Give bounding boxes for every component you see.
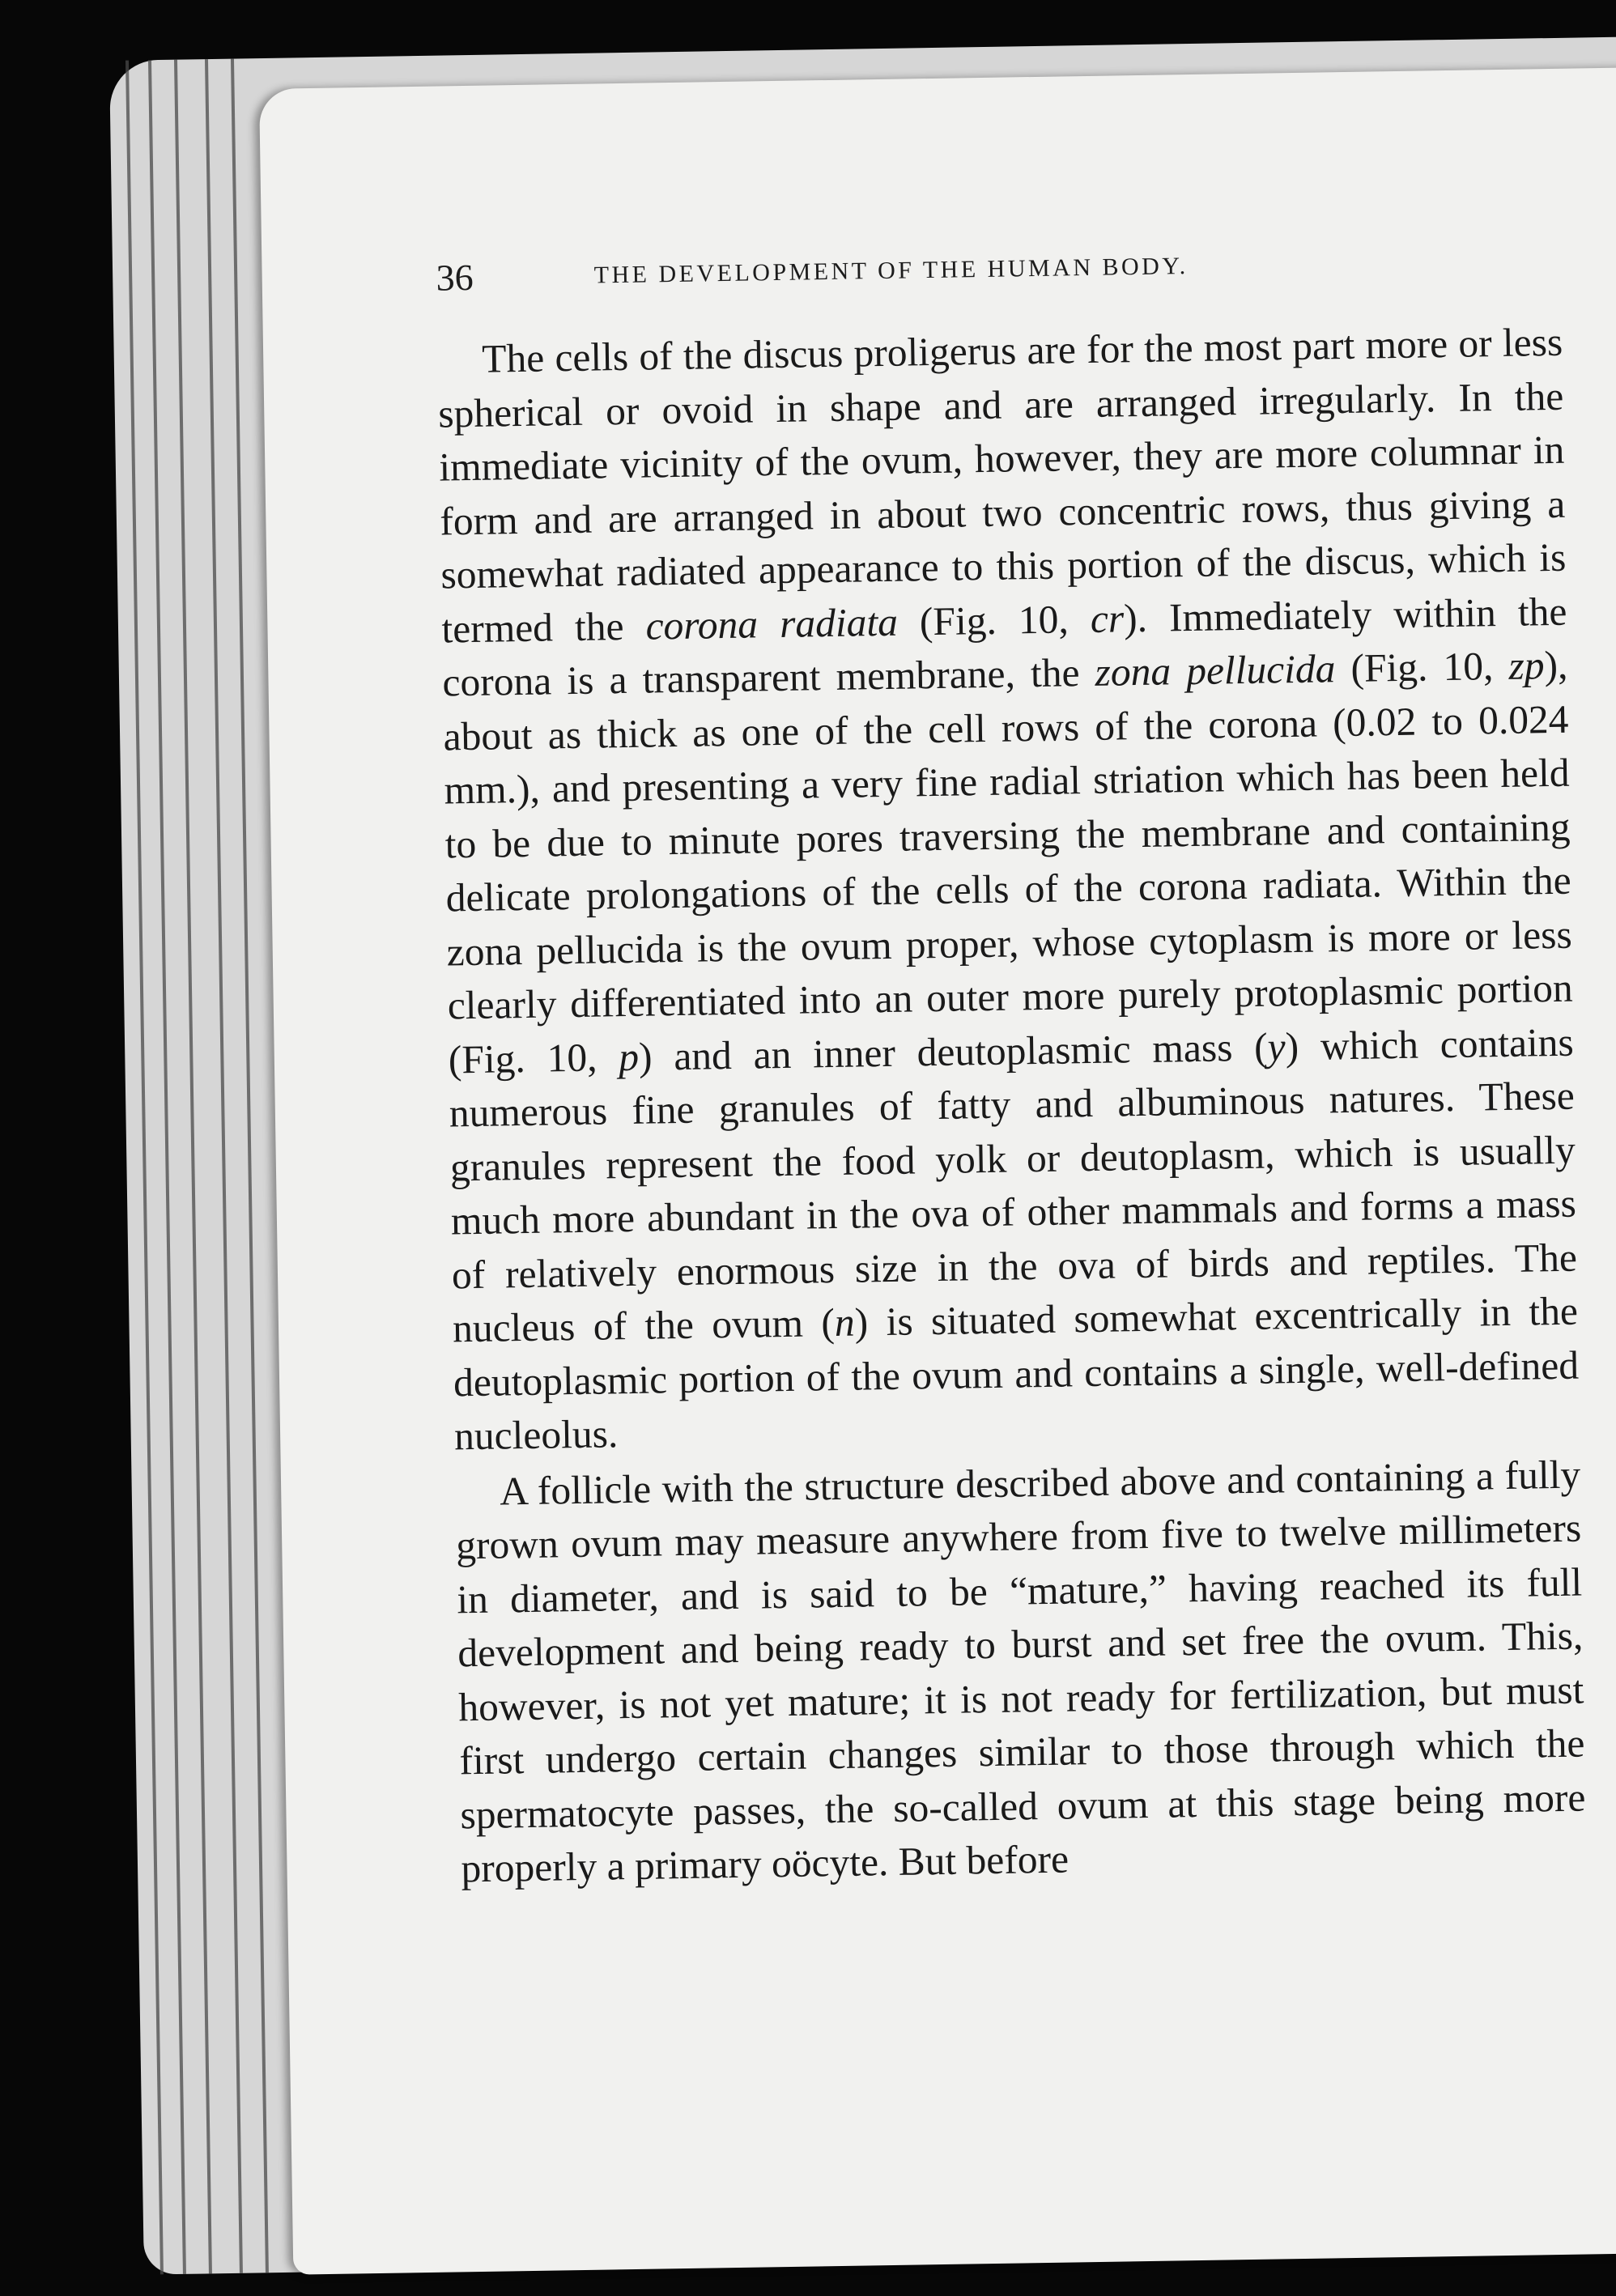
italic-term: zona pellucida: [1095, 646, 1336, 695]
text-run: ). Immediately within the corona is a transparent membrane, the: [442, 589, 1567, 705]
body-text: [437, 316, 1587, 1896]
italic-term: n: [834, 1299, 856, 1346]
text-run: ), about as thick as one of the cell rows of the corona (0.02 to 0.024 mm.), and presenting a very fine radial striation which has been held to be due to minute pores traversing the membrane and containing delicate prolongations of the cells of the corona radiata. Within the zona pellucida is the ovum proper, whose cytoplasm is more or less clearly differentiated into an outer more purely protoplasmic portion (Fig. 10,: [443, 642, 1574, 1082]
text-run: (Fig. 10,: [1334, 643, 1509, 691]
page-header: [436, 238, 1602, 313]
text-run: A follicle with the structure described above and containing a fully grown ovum may measure anywhere from five to twelve millimeters in diameter, and is said to be “mature,” having reached its full development and being ready to burst and set free the ovum. This, however, is not yet mature; it is not ready for fertilization, but must first undergo certain changes similar to those through which the spermatocyte passes, the so-called ovum at this stage being more properly a primary oöcyte. But before: [455, 1452, 1586, 1891]
page-number: 36: [436, 256, 474, 299]
text-run: ) is situated somewhat excentrically in the deutoplasmic portion of the ovum and contains a single, well-defined nucleolus.: [453, 1288, 1580, 1459]
text-run: ) and an inner deutoplasmic mass (: [638, 1024, 1269, 1079]
text-run: ) which contains numerous fine granules of fatty and albuminous natures. These granules represent the food yolk or deutoplasm, which is usually much more abundant in the ova of other mammals and forms a mass of relatively enormous size in the ova of birds and reptiles. The nucleus of the ovum (: [449, 1019, 1578, 1351]
paragraph-1: [437, 316, 1580, 1464]
italic-term: corona radiata: [645, 599, 899, 648]
italic-term: p: [618, 1034, 640, 1079]
italic-term: zp: [1508, 643, 1545, 688]
running-title: THE DEVELOPMENT OF THE HUMAN BODY.: [593, 253, 1189, 289]
italic-term: y: [1267, 1023, 1286, 1069]
text-run: The cells of the discus proligerus are for the most part more or less spherical or ovoid in shape and are arranged irregularly. In the immediate vicinity of the ovum, however, they are more columnar in form and are arranged in about two concentric rows, thus giving a somewhat radiated appearance to this portion of the discus, which is termed the: [437, 319, 1567, 652]
book-page: [259, 67, 1616, 2275]
paragraph-2: [455, 1448, 1587, 1896]
text-run: (Fig. 10,: [897, 596, 1091, 644]
italic-term: cr: [1090, 595, 1125, 641]
